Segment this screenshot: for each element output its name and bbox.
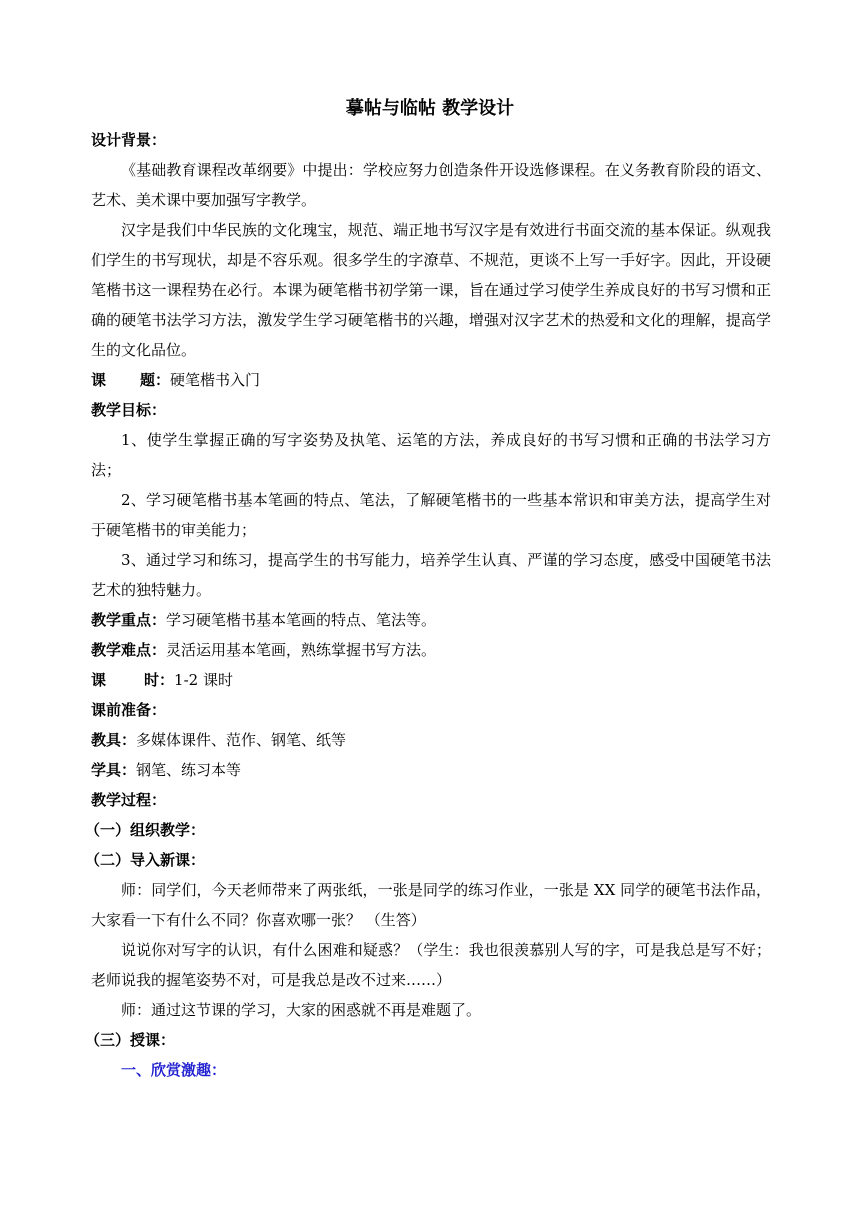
goal-item-3: 3、通过学习和练习，提高学生的书写能力，培养学生认真、严谨的学习态度，感受中国硬笔书法艺术的独特魅力。 xyxy=(91,551,771,599)
difficulty-line xyxy=(91,635,771,665)
prep-heading: 课前准备： xyxy=(91,701,167,719)
student-tools-value: 钢笔、练习本等 xyxy=(136,761,242,779)
teacher-tools-line xyxy=(91,725,771,755)
document-title: 摹帖与临帖 教学设计 xyxy=(345,98,515,119)
teacher-tools-value: 多媒体课件、范作、钢笔、纸等 xyxy=(136,731,347,749)
hours-line xyxy=(91,665,771,695)
background-heading: 设计背景： xyxy=(91,131,167,149)
process-step-3-sub-1: 一、欣赏激趣： xyxy=(121,1061,227,1079)
difficulty-value: 灵活运用基本笔画，熟练掌握书写方法。 xyxy=(166,641,437,659)
background-paragraph-2: 汉字是我们中华民族的文化瑰宝，规范、端正地书写汉字是有效进行书面交流的基本保证。纵观我们学生的书写现状，却是不容乐观。很多学生的字潦草、不规范，更谈不上写一手好字。因此，开设硬笔楷书这一课程势在必行。本课为硬笔楷书初学第一课，旨在通过学习使学生养成良好的书写习惯和正确的硬笔书法学习方法，激发学生学习硬笔楷书的兴趣，增强对汉字艺术的热爱和文化的理解，提高学生的文化品位。 xyxy=(91,221,771,359)
hours-value: 1-2 课时 xyxy=(174,671,233,689)
student-tools-label: 学具： xyxy=(91,761,137,779)
hours-label-b: 时： xyxy=(144,671,175,689)
process-step-3: （三）授课： xyxy=(85,1031,176,1049)
document-body xyxy=(85,125,771,1085)
goal-item-1: 1、使学生掌握正确的写字姿势及执笔、运笔的方法，养成良好的书写习惯和正确的书法学习方法； xyxy=(91,431,771,479)
teacher-tools-label: 教具： xyxy=(91,731,137,749)
key-point-line xyxy=(91,605,771,635)
goal-item-2: 2、学习硬笔楷书基本笔画的特点、笔法，了解硬笔楷书的一些基本常识和审美方法，提高学生对于硬笔楷书的审美能力； xyxy=(91,491,771,539)
key-point-label: 教学重点： xyxy=(91,611,167,629)
process-heading: 教学过程： xyxy=(91,791,167,809)
process-step-1: （一）组织教学： xyxy=(85,821,206,839)
goals-heading: 教学目标： xyxy=(91,401,167,419)
hours-label-a: 课 xyxy=(91,671,107,689)
topic-value: 硬笔楷书入门 xyxy=(170,371,261,389)
process-paragraph-2: 说说你对写字的认识，有什么困难和疑惑？（学生：我也很羡慕别人写的字，可是我总是写不好；老师说我的握笔姿势不对，可是我总是改不过来……） xyxy=(91,941,771,989)
topic-label-a: 课 xyxy=(91,371,107,389)
key-point-value: 学习硬笔楷书基本笔画的特点、笔法等。 xyxy=(166,611,437,629)
process-step-2: （二）导入新课： xyxy=(85,851,206,869)
topic-label-b: 题： xyxy=(140,371,171,389)
difficulty-label: 教学难点： xyxy=(91,641,167,659)
background-paragraph-1: 《基础教育课程改革纲要》中提出：学校应努力创造条件开设选修课程。在义务教育阶段的语文、艺术、美术课中要加强写字教学。 xyxy=(91,161,771,209)
topic-line xyxy=(91,365,771,395)
process-paragraph-1: 师：同学们，今天老师带来了两张纸，一张是同学的练习作业，一张是 XX 同学的硬笔书法作品，大家看一下有什么不同？你喜欢哪一张？ （生答） xyxy=(91,881,771,929)
student-tools-line xyxy=(91,755,771,785)
process-paragraph-3: 师：通过这节课的学习，大家的困惑就不再是难题了。 xyxy=(121,1001,482,1019)
